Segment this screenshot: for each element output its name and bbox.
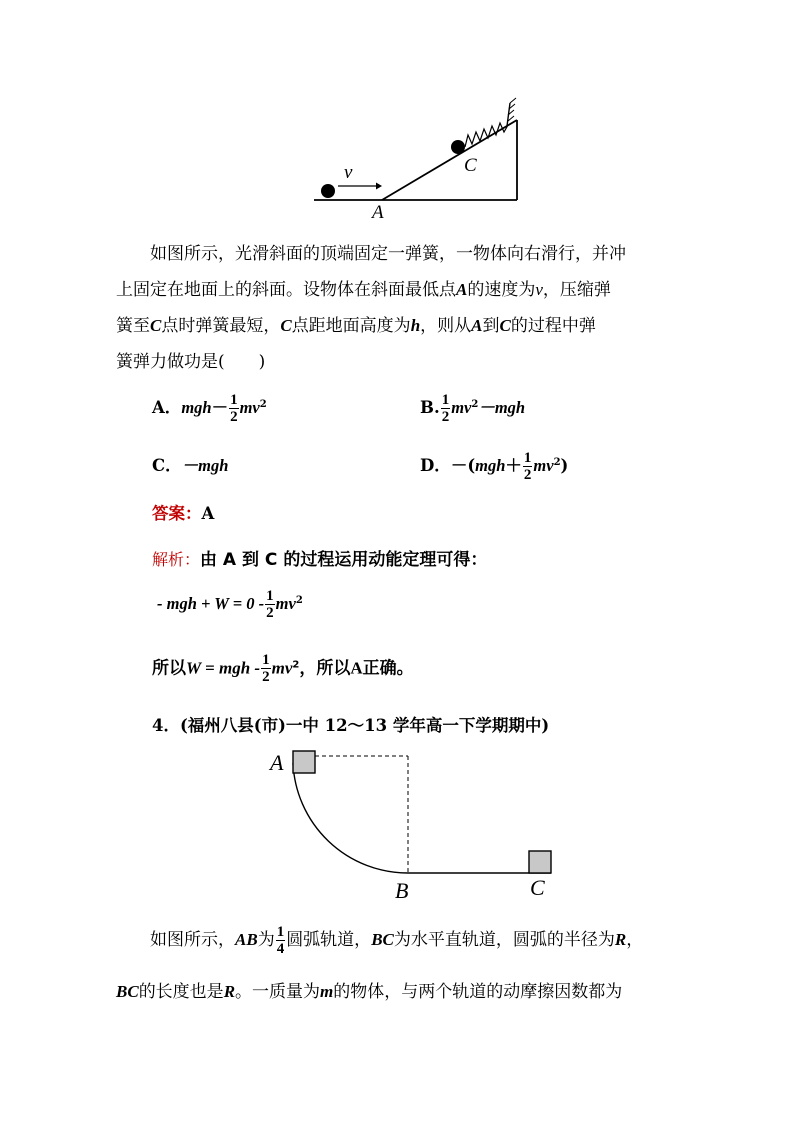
spring [465,123,508,147]
analysis-eq2: 所以W = mgh - $\frac{1}{2}$ $mv^2$，所以A正确。 [152,652,414,685]
block-a [293,751,315,773]
problem4-line1: 如图所示，AB为 $\frac{1}{4}$ 圆弧轨道，BC为水平直轨道，圆弧的半径为R， [150,924,644,957]
arc-track [293,763,408,873]
incline-spring-figure [310,95,530,225]
analysis-line1: 解析：由 A 到 C 的过程运用动能定理可得： [152,550,488,570]
label-v: v [344,162,353,183]
ball-start [321,184,335,198]
problem3-line3: 簧至C点时弹簧最短，C点距地面高度为h，则从A到C的过程中弹 [116,316,596,336]
label-a: A [270,750,284,775]
problem3-line2: 上固定在地面上的斜面。设物体在斜面最低点A的速度为v，压缩弹 [116,280,611,300]
label-c: C [464,155,477,176]
label-b: B [395,878,409,903]
problem4-line2: BC的长度也是R。一质量为m的物体，与两个轨道的动摩擦因数都为 [116,982,623,1002]
problem3-line1: 如图所示，光滑斜面的顶端固定一弹簧，一物体向右滑行，并冲 [150,244,626,264]
option-d: D．－(mgh＋ $\frac{1}{2}$ $mv^2$) [420,450,569,483]
arc-track-figure [262,745,562,910]
problem3-line4: 簧弹力做功是( ) [116,352,266,372]
option-a: A．mgh－ $\frac{1}{2}$ $mv^2$ [152,392,267,425]
ball-c [451,140,465,154]
label-c: C [530,875,545,900]
answer: 答案：A [152,504,215,523]
option-c: C．－mgh [152,456,229,475]
problem4-header: 4．(福州八县(市)一中 12～13 学年高一下学期期中) [152,716,550,735]
option-b: B. $\frac{1}{2}$ $mv^2-mgh$ [420,392,526,425]
analysis-eq1: - mgh + W = 0 - $\frac{1}{2}$ $mv^2$ [157,588,303,621]
problem3-text [116,236,696,380]
label-a: A [372,202,384,223]
block-c [529,851,551,873]
